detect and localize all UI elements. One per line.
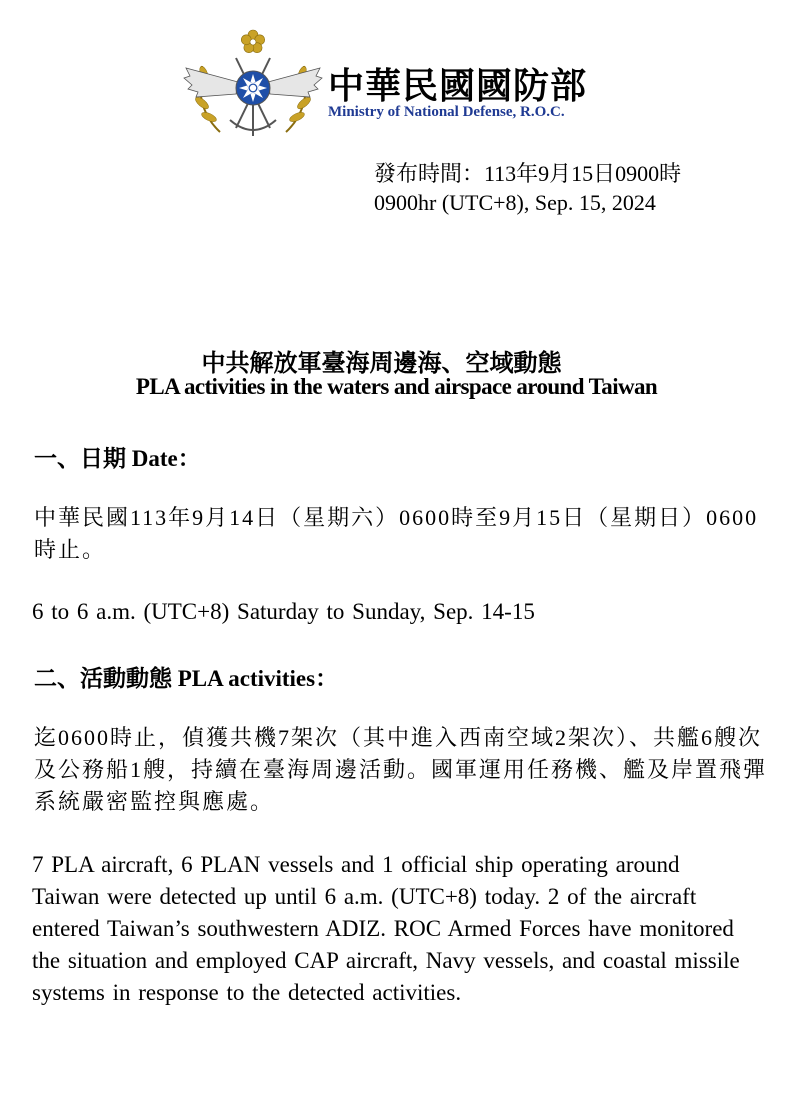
activities-text-cn: 迄0600時止，偵獲共機7架次（其中進入西南空域2架次）、共艦6艘次及公務船1艘，持續在臺海周邊活動。國軍運用任務機、艦及岸置飛彈系統嚴密監控與應處。 bbox=[34, 725, 768, 814]
date-section-heading: 一、日期 Date： bbox=[34, 446, 201, 471]
mnd-emblem-icon bbox=[180, 28, 326, 146]
date-text-en: 6 to 6 a.m. (UTC+8) Saturday to Sunday, Sep. 14-15 bbox=[32, 599, 535, 624]
document-title-cn-text: 中共解放軍臺海周邊海、空域動態 bbox=[201, 351, 562, 377]
document-title-en: PLA activities in the waters and airspace around Taiwan bbox=[135, 374, 658, 399]
ministry-name-en: Ministry of National Defense, R.O.C. bbox=[328, 104, 565, 120]
activities-section-heading: 二、活動動態 PLA activities： bbox=[34, 666, 339, 691]
ministry-name-cn: 中華民國國防部 bbox=[328, 66, 588, 107]
date-text-cn: 中華民國113年9月14日（星期六）0600時至9月15日（星期日）0600時止。 bbox=[34, 505, 759, 562]
release-time-en: 0900hr (UTC+8), Sep. 15, 2024 bbox=[374, 190, 656, 215]
activities-text-en: 7 PLA aircraft, 6 PLAN vessels and 1 official ship operating around Taiwan were detected up until 6 a.m. (UTC+8) today. 2 of the aircraft entered Taiwan’s southwestern ADIZ. ROC Armed Forces have monitored the situation and employed CAP aircraft, Navy vessels, and coastal missile systems in response to the detected activities. bbox=[32, 852, 740, 1005]
release-time-cn: 發布時間：113年9月15日0900時 bbox=[374, 161, 682, 186]
document-title-cn bbox=[0, 343, 793, 378]
